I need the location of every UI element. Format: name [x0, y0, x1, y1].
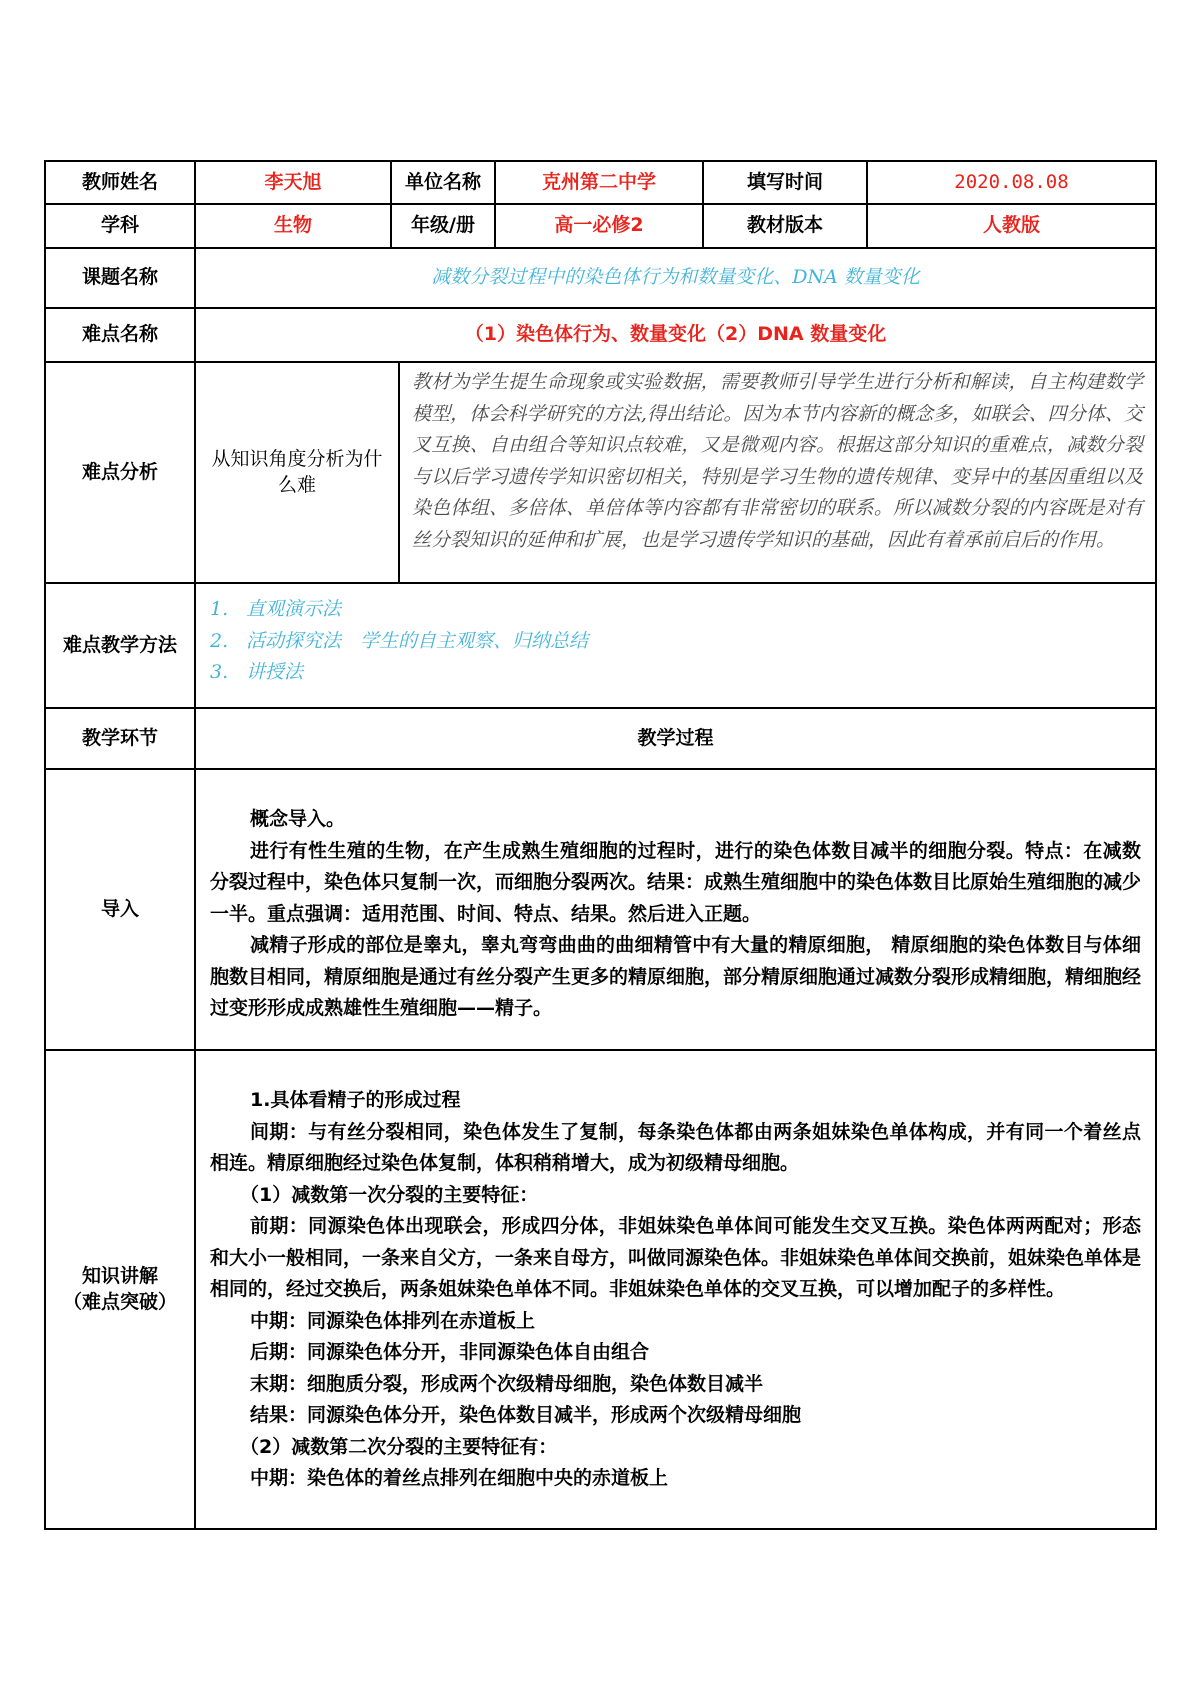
subject-value: 生物	[194, 203, 392, 249]
knowledge-paragraph: （2）减数第二次分裂的主要特征有：	[240, 1435, 558, 1458]
knowledge-paragraph: 后期：同源染色体分开，非同源染色体自由组合	[250, 1341, 650, 1363]
intro-label: 导入	[44, 768, 196, 1051]
method-number: 1.	[210, 598, 229, 620]
knowledge-label	[44, 1049, 196, 1530]
knowledge-content	[194, 1049, 1157, 1530]
knowledge-paragraph: 前期：同源染色体出现联会，形成四分体，非姐妹染色单体间可能发生交叉互换。染色体两两配对；形态和大小一般相同，一条来自父方，一条来自母方，叫做同源染色体。非姐妹染色单体间交换前，姐妹染色单体是相同的，经过交换后，两条姐妹染色单体不同。非姐妹染色单体的交叉互换，可以增加配子的多样性。	[210, 1215, 1142, 1300]
edition-value: 人教版	[866, 203, 1157, 249]
method-item	[210, 657, 1141, 689]
knowledge-label-line2: （难点突破）	[62, 1290, 177, 1313]
unit-name-label: 单位名称	[390, 160, 496, 205]
method-item	[210, 626, 1141, 658]
intro-paragraph: 概念导入。	[250, 808, 346, 830]
topic-label: 课题名称	[44, 247, 196, 309]
method-text: 直观演示法	[246, 598, 342, 620]
intro-paragraph: 减精子形成的部位是睾丸，睾丸弯弯曲曲的曲细精管中有大量的精原细胞， 精原细胞的染色体数目与体细胞数目相同，精原细胞是通过有丝分裂产生更多的精原细胞，部分精原细胞通过减数分裂形成精细胞，精细胞经过变形形成成熟雄性生殖细胞——精子。	[210, 934, 1142, 1019]
grade-label: 年级/册	[390, 203, 496, 249]
grade-value: 高一必修2	[494, 203, 704, 249]
edition-label: 教材版本	[702, 203, 868, 249]
knowledge-paragraph: 末期：细胞质分裂，形成两个次级精母细胞，染色体数目减半	[250, 1372, 764, 1395]
intro-paragraph: 进行有性生殖的生物，在产生成熟生殖细胞的过程时，进行的染色体数目减半的细胞分裂。特点：在减数分裂过程中，染色体只复制一次，而细胞分裂两次。结果：成熟生殖细胞中的染色体数目比原始生殖细胞的减少一半。重点强调：适用范围、时间、特点、结果。然后进入正题。	[210, 839, 1142, 925]
method-number: 3.	[210, 661, 229, 683]
difficulty-label: 难点名称	[44, 307, 196, 363]
fill-date-label: 填写时间	[702, 160, 868, 205]
method-number: 2.	[210, 629, 229, 652]
analysis-sublabel: 从知识角度分析为什么难	[194, 361, 400, 584]
teaching-step-label: 教学环节	[44, 707, 196, 770]
methods-list	[194, 582, 1157, 709]
method-item	[210, 594, 1141, 626]
knowledge-paragraph: 结果：同源染色体分开，染色体数目减半，形成两个次级精母细胞	[250, 1404, 802, 1426]
analysis-text: 教材为学生提生命现象或实验数据，需要教师引导学生进行分析和解读，自主构建数学模型，体会科学研究的方法,得出结论。因为本节内容新的概念多，如联会、四分体、交叉互换、自由组合等知识点较难，又是微观内容。根据这部分知识的重难点，减数分裂与以后学习遗传学知识密切相关，特别是学习生物的遗传规律、变异中的基因重组以及染色体组、多倍体、单倍体等内容都有非常密切的联系。所以减数分裂的内容既是对有丝分裂知识的延伸和扩展，也是学习遗传学知识的基础，因此有着承前启后的作用。	[412, 371, 1143, 551]
knowledge-label-line1: 知识讲解	[81, 1264, 158, 1287]
knowledge-paragraph: 中期：同源染色体排列在赤道板上	[250, 1309, 536, 1332]
knowledge-paragraph: 中期：染色体的着丝点排列在细胞中央的赤道板上	[250, 1467, 669, 1489]
unit-name-value: 克州第二中学	[494, 160, 704, 205]
intro-content	[194, 768, 1157, 1051]
teacher-name-value: 李天旭	[194, 160, 392, 205]
methods-label: 难点教学方法	[44, 582, 196, 709]
analysis-text-cell	[398, 361, 1157, 584]
knowledge-paragraph: （1）减数第一次分裂的主要特征：	[240, 1183, 539, 1206]
teaching-process-label: 教学过程	[194, 707, 1157, 770]
topic-value: 减数分裂过程中的染色体行为和数量变化、DNA 数量变化	[194, 247, 1157, 309]
method-text: 活动探究法 学生的自主观察、归纳总结	[246, 629, 589, 652]
difficulty-value: （1）染色体行为、数量变化（2）DNA 数量变化	[194, 307, 1157, 363]
method-text: 讲授法	[246, 661, 304, 683]
analysis-label: 难点分析	[44, 361, 196, 584]
knowledge-paragraph: 1.具体看精子的形成过程	[250, 1089, 461, 1111]
teacher-name-label: 教师姓名	[44, 160, 196, 205]
subject-label: 学科	[44, 203, 196, 249]
fill-date-value: 2020.08.08	[866, 160, 1157, 205]
knowledge-paragraph: 间期：与有丝分裂相同，染色体发生了复制，每条染色体都由两条姐妹染色单体构成，并有同一个着丝点相连。精原细胞经过染色体复制，体积稍稍增大，成为初级精母细胞。	[210, 1120, 1141, 1174]
